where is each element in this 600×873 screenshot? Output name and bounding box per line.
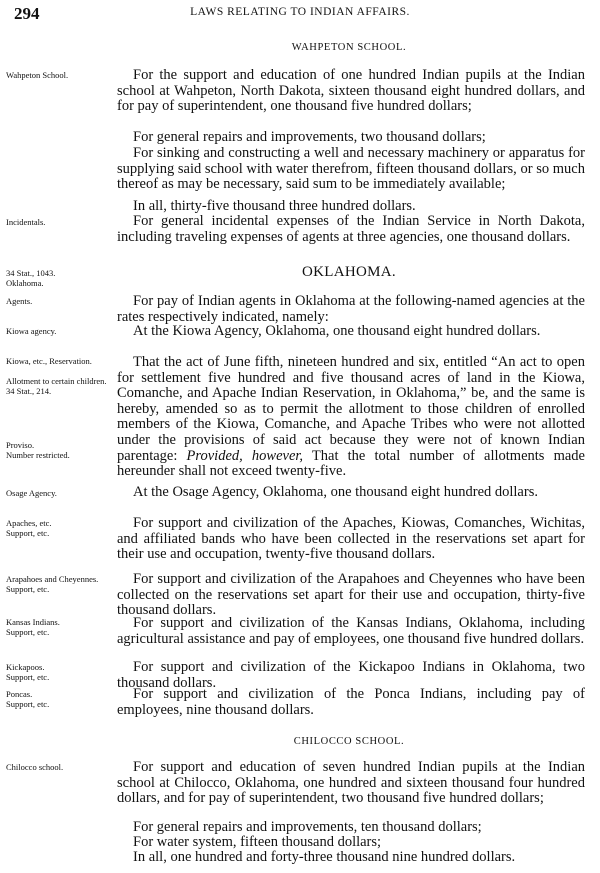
paragraph-chilocco-total: In all, one hundred and forty-three thousand nine hundred dollars. xyxy=(133,849,516,865)
paragraph-osage-agency: At the Osage Agency, Oklahoma, one thousand eight hundred dollars. xyxy=(133,484,538,500)
paragraph-kiowa-agency: At the Kiowa Agency, Oklahoma, one thousand eight hundred dollars. xyxy=(133,323,541,339)
margin-note-allotment: Allotment to certain children. 34 Stat., 214. xyxy=(6,376,107,396)
paragraph-kiowa-act xyxy=(117,355,585,480)
running-title: LAWS RELATING TO INDIAN AFFAIRS. xyxy=(190,6,410,18)
margin-note-proviso: Proviso. Number restricted. xyxy=(6,440,70,460)
margin-note-apaches: Apaches, etc. Support, etc. xyxy=(6,518,52,538)
paragraph-arapahoes: For support and civilization of the Arapahoes and Cheyennes who have been collected on the reservations set apart for their use and occupation, thirty-five thousand dollars. xyxy=(117,571,585,619)
paragraph-kansas: For support and civilization of the Kansas Indians, Oklahoma, including agricultural assistance and pay of employees, one thousand five hundred dollars. xyxy=(117,615,585,647)
paragraph-chilocco-repairs: For general repairs and improvements, ten thousand dollars; xyxy=(133,819,482,835)
paragraph-incidentals: For general incidental expenses of the Indian Service in North Dakota, including traveling expenses of agents at three agencies, one thousand dollars. xyxy=(117,213,585,245)
act-text-end: That the total number of allotments made hereunder shall not exceed twenty-five. xyxy=(117,447,585,480)
margin-note-kansas: Kansas Indians. Support, etc. xyxy=(6,617,60,637)
paragraph-kickapoo: For support and civilization of the Kickapoo Indians in Oklahoma, two thousand dollars. xyxy=(117,659,585,691)
margin-note-agents: Agents. xyxy=(6,296,33,306)
margin-note-wahpeton-school: Wahpeton School. xyxy=(6,70,69,80)
section-heading-wahpeton: WAHPETON SCHOOL. xyxy=(291,42,407,53)
paragraph-ponca: For support and civilization of the Ponca Indians, including pay of employees, nine thousand dollars. xyxy=(117,686,585,718)
margin-note-kiowa-agency: Kiowa agency. xyxy=(6,326,57,336)
margin-note-kiowa-reservation: Kiowa, etc., Reservation. xyxy=(6,356,92,366)
section-heading-chilocco: CHILOCCO SCHOOL. xyxy=(293,736,405,747)
section-heading-oklahoma: OKLAHOMA. xyxy=(302,264,396,280)
margin-note-osage-agency: Osage Agency. xyxy=(6,488,57,498)
paragraph-wahpeton-well: For sinking and constructing a well and necessary machinery or apparatus for supplying said school with water therefrom, fifteen thousand dollars, or so much thereof as may be necessary, said sum to be immediately available; xyxy=(117,145,585,193)
proviso-phrase: Provided, however, xyxy=(186,447,304,464)
margin-note-poncas: Poncas. Support, etc. xyxy=(6,689,50,709)
paragraph-wahpeton-repairs: For general repairs and improvements, two thousand dollars; xyxy=(133,129,486,145)
margin-note-kickapoos: Kickapoos. Support, etc. xyxy=(6,662,50,682)
margin-note-chilocco-school: Chilocco school. xyxy=(6,762,64,772)
margin-note-incidentals: Incidentals. xyxy=(6,217,46,227)
margin-note-statute-1043: 34 Stat., 1043. Oklahoma. xyxy=(6,268,56,288)
paragraph-wahpeton-support: For the support and education of one hundred Indian pupils at the Indian school at Wahpeton, North Dakota, sixteen thousand eight hundred dollars, and for pay of superintendent, one thousand five hundred dollars; xyxy=(117,67,585,115)
paragraph-apaches: For support and civilization of the Apaches, Kiowas, Comanches, Wichitas, and affiliated bands who have been collected in the reservations set apart for their use and occupation, twenty-five thousand dollars. xyxy=(117,515,585,563)
act-text: That the act of June fifth, nineteen hundred and six, entitled “An act to open for settlement five hundred and five thousand acres of land in the Kiowa, Comanche, and Apache Indian Reservation, in Oklahoma,” be, and the same is hereby, amended so as to permit the allotment to those children of enrolled members of the Kiowa, Comanche, and Apache Tribes who were not allotted under the provisions of said act because they were not of known Indian parentage: xyxy=(117,354,585,464)
paragraph-chilocco-water: For water system, fifteen thousand dollars; xyxy=(133,834,382,850)
page-number: 294 xyxy=(14,4,40,23)
running-header xyxy=(14,4,586,24)
margin-note-arapahoes: Arapahoes and Cheyennes. Support, etc. xyxy=(6,574,99,594)
paragraph-wahpeton-total: In all, thirty-five thousand three hundred dollars. xyxy=(133,198,416,214)
paragraph-chilocco-support: For support and education of seven hundred Indian pupils at the Indian school at Chilocco, Oklahoma, one hundred and sixteen thousand four hundred dollars, and for pay of superintendent, two thousand five hundred dollars; xyxy=(117,759,585,807)
paragraph-agents: For pay of Indian agents in Oklahoma at the following-named agencies at the rates respectively indicated, namely: xyxy=(117,293,585,325)
